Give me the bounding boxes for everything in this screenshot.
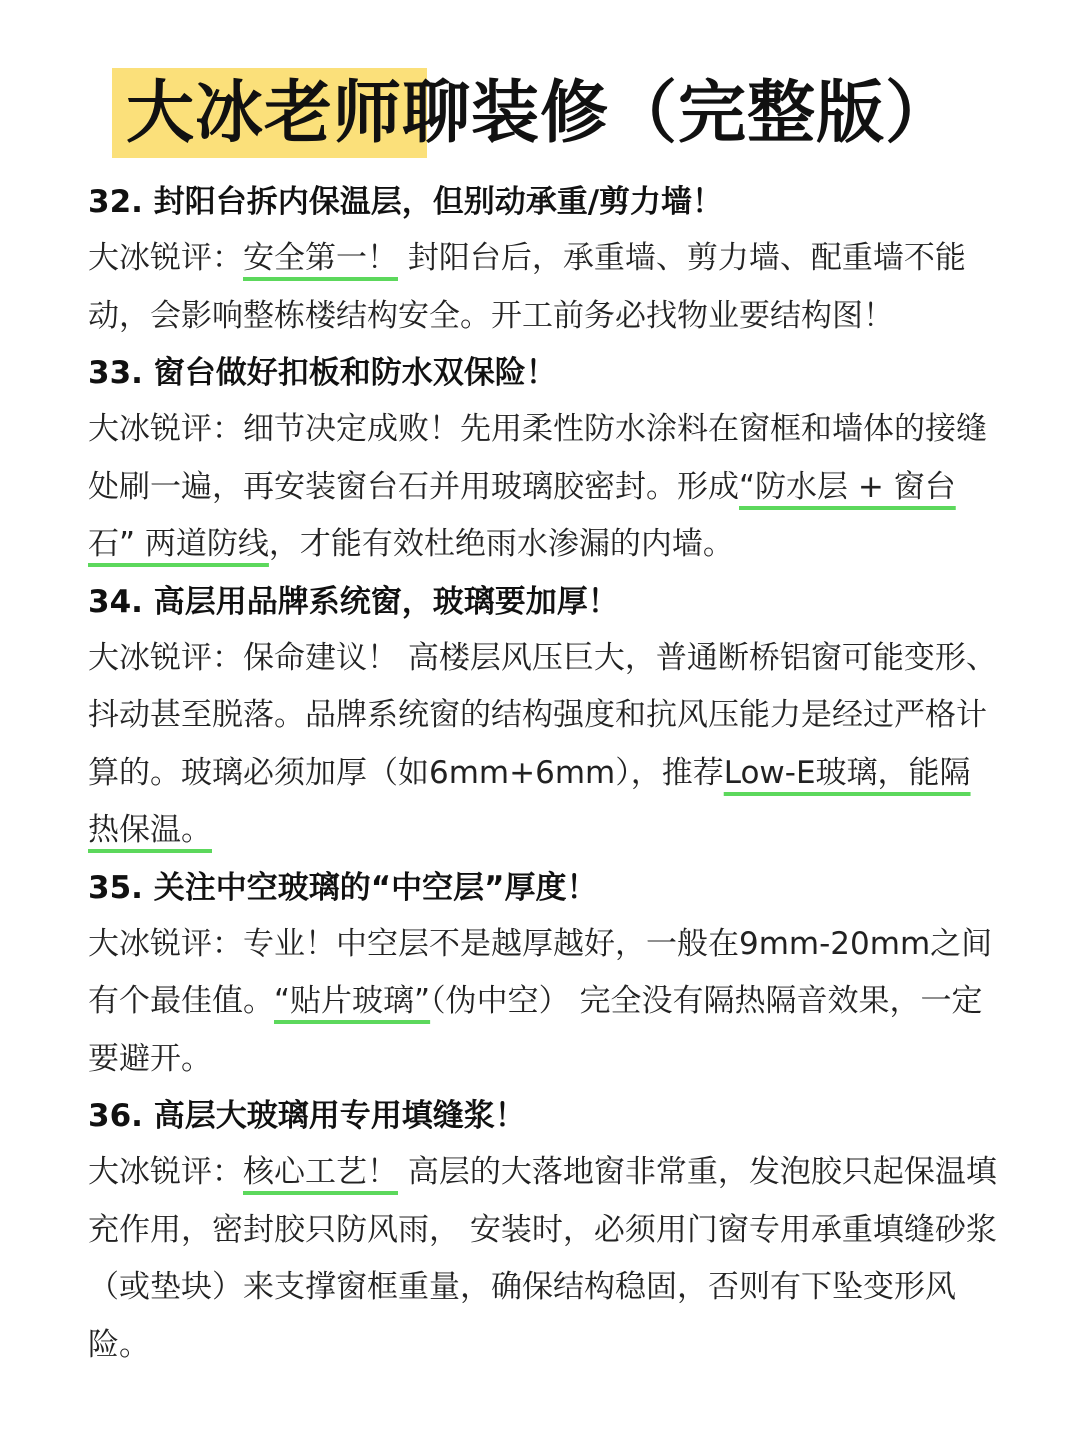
tip-highlight: 安全第一！ [243,240,398,276]
tip-body [88,916,998,1089]
tip-item-34 [88,574,998,860]
tip-item-33 [88,345,998,574]
page-title [126,66,954,162]
tip-highlight: Low-E玻璃，能隔热保温。 [88,754,971,848]
tip-heading: 34. 高层用品牌系统窗，玻璃要加厚！ [88,583,619,620]
tip-item-32 [88,174,998,345]
tip-text: 封阳台后，承重墙、剪力墙、配重墙不能动，会影响整栋楼结构安全。开工前务必找物业要结构图！ [88,240,966,334]
tip-text: 高层的大落地窗非常重，发泡胶只起保温填充作用，密封胶只防风雨， 安装时，必须用门窗专用承重填缝砂浆（或垫块）来支撑窗框重量，确保结构稳固，否则有下坠变形风险。 [88,1154,997,1363]
tip-heading: 33. 窗台做好扣板和防水双保险！ [88,355,557,391]
tip-body [88,1144,998,1374]
tip-body [88,230,998,345]
tip-text: 大冰锐评：保命建议！ 高楼层风压巨大，普通断桥铝窗可能变形、抖动甚至脱落。品牌系统窗的结构强度和抗风压能力是经过严格计算的。玻璃必须加厚（如6mm+6mm），推荐 [88,639,997,791]
page-title-text: 大冰老师聊装修（完整版） [125,74,954,153]
tip-text: 大冰锐评：细节决定成败！先用柔性防水涂料在窗框和墙体的接缝处刷一遍，再安装窗台石并用玻璃胶密封。形成 [88,411,987,505]
tip-text-tail: （伪中空） 完全没有隔热隔音效果，一定要避开。 [88,983,983,1077]
tip-body [88,401,998,574]
tip-highlight: “贴片玻璃” [274,983,431,1019]
tip-heading: 36. 高层大玻璃用专用填缝浆！ [88,1098,526,1134]
tip-prefix: 大冰锐评： [88,240,243,276]
tip-body [88,630,998,860]
tip-heading: 35. 关注中空玻璃的“中空层”厚度！ [88,869,598,906]
tip-heading: 32. 封阳台拆内保温层，但别动承重/剪力墙！ [88,184,724,220]
tip-highlight: 核心工艺！ [243,1154,398,1190]
tip-item-35 [88,860,998,1089]
article-content [88,174,998,1374]
tip-text: 大冰锐评：专业！中空层不是越厚越好，一般在9mm-20mm之间有个最佳值。 [88,925,993,1019]
title-area [0,66,1080,162]
tip-text-tail: ，才能有效杜绝雨水渗漏的内墙。 [268,526,734,562]
tip-prefix: 大冰锐评： [88,1154,243,1190]
tip-item-36 [88,1088,998,1374]
tip-highlight: “防水层 + 窗台石” 两道防线 [88,468,956,562]
